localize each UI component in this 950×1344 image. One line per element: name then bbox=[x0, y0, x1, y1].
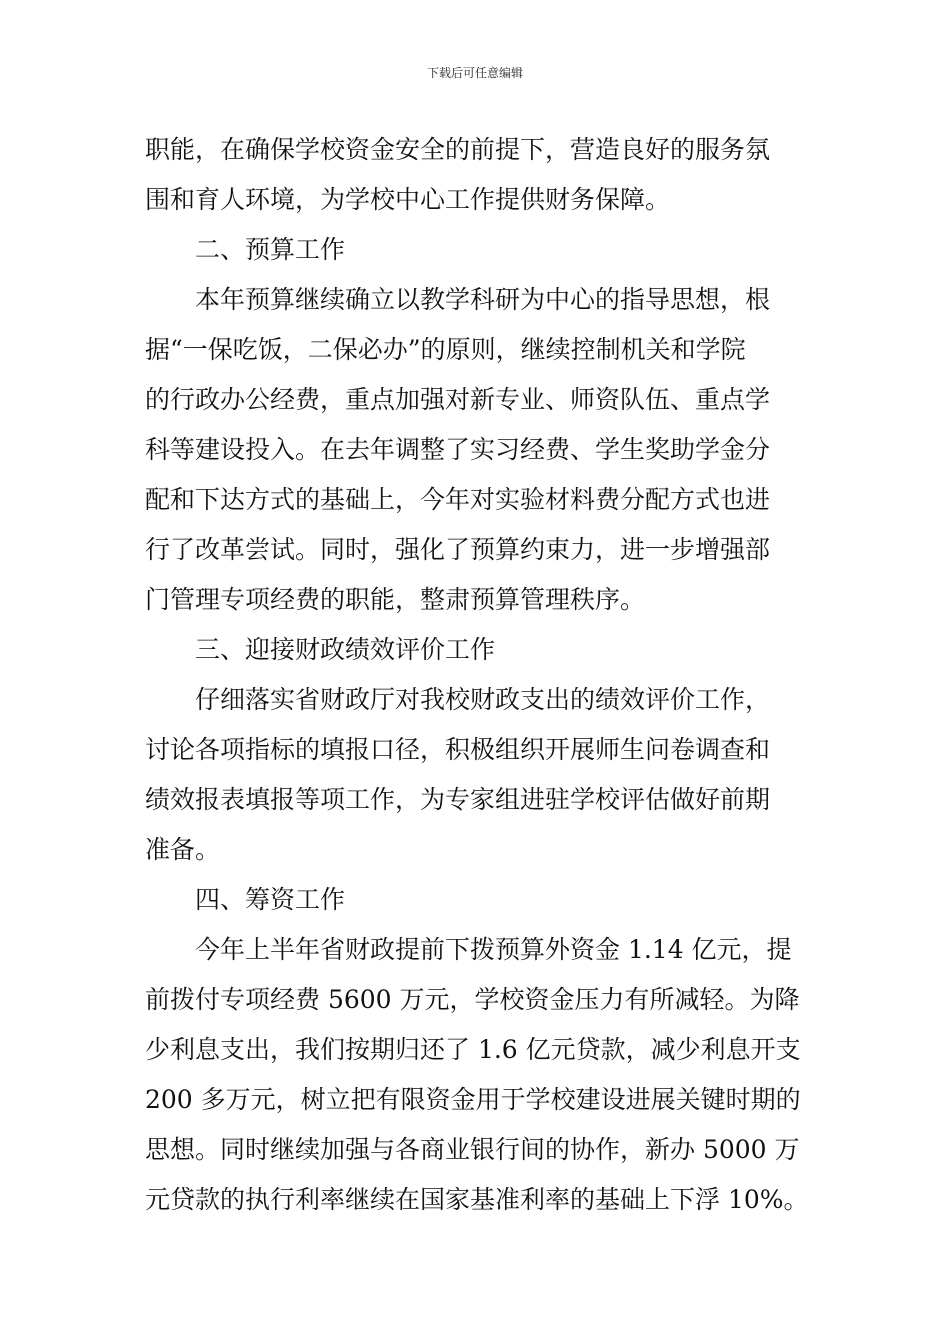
header-note: 下载后可任意编辑 bbox=[426, 66, 523, 80]
text-line: 职能，在确保学校资金安全的前提下，营造良好的服务氛 bbox=[145, 135, 771, 164]
text-line: 围和育人环境，为学校中心工作提供财务保障。 bbox=[145, 185, 671, 214]
document-body bbox=[145, 125, 825, 1225]
section-heading: 四、筹资工作 bbox=[195, 885, 346, 914]
text-line: 的行政办公经费，重点加强对新专业、师资队伍、重点学 bbox=[145, 385, 771, 414]
text-line: 行了改革尝试。同时，强化了预算约束力，进一步增强部 bbox=[145, 535, 771, 564]
text-line: 元贷款的执行利率继续在国家基准利率的基础上下浮 10%。 bbox=[145, 1185, 809, 1214]
text-line: 今年上半年省财政提前下拨预算外资金 1.14 亿元，提 bbox=[195, 935, 792, 964]
text-line: 讨论各项指标的填报口径，积极组织开展师生问卷调查和 bbox=[145, 735, 771, 764]
text-line: 绩效报表填报等项工作，为专家组进驻学校评估做好前期 bbox=[145, 785, 771, 814]
text-line: 前拨付专项经费 5600 万元，学校资金压力有所减轻。为降 bbox=[145, 985, 800, 1014]
text-line: 200 多万元，树立把有限资金用于学校建设进展关键时期的 bbox=[145, 1085, 801, 1114]
text-line: 本年预算继续确立以教学科研为中心的指导思想，根 bbox=[195, 285, 771, 314]
section-heading: 三、迎接财政绩效评价工作 bbox=[195, 635, 496, 664]
section-heading: 二、预算工作 bbox=[195, 235, 346, 264]
text-line: 准备。 bbox=[145, 835, 221, 864]
text-line: 配和下达方式的基础上，今年对实验材料费分配方式也进 bbox=[145, 485, 771, 514]
text-line: 科等建设投入。在去年调整了实习经费、学生奖助学金分 bbox=[145, 435, 771, 464]
text-line: 门管理专项经费的职能，整肃预算管理秩序。 bbox=[145, 585, 646, 614]
text-line: 仔细落实省财政厅对我校财政支出的绩效评价工作， bbox=[195, 685, 771, 714]
text-line: 少利息支出，我们按期归还了 1.6 亿元贷款，减少利息开支 bbox=[145, 1035, 801, 1064]
text-line: 思想。同时继续加强与各商业银行间的协作，新办 5000 万 bbox=[145, 1135, 800, 1164]
text-line: 据“一保吃饭，二保必办”的原则，继续控制机关和学院 bbox=[145, 335, 746, 364]
